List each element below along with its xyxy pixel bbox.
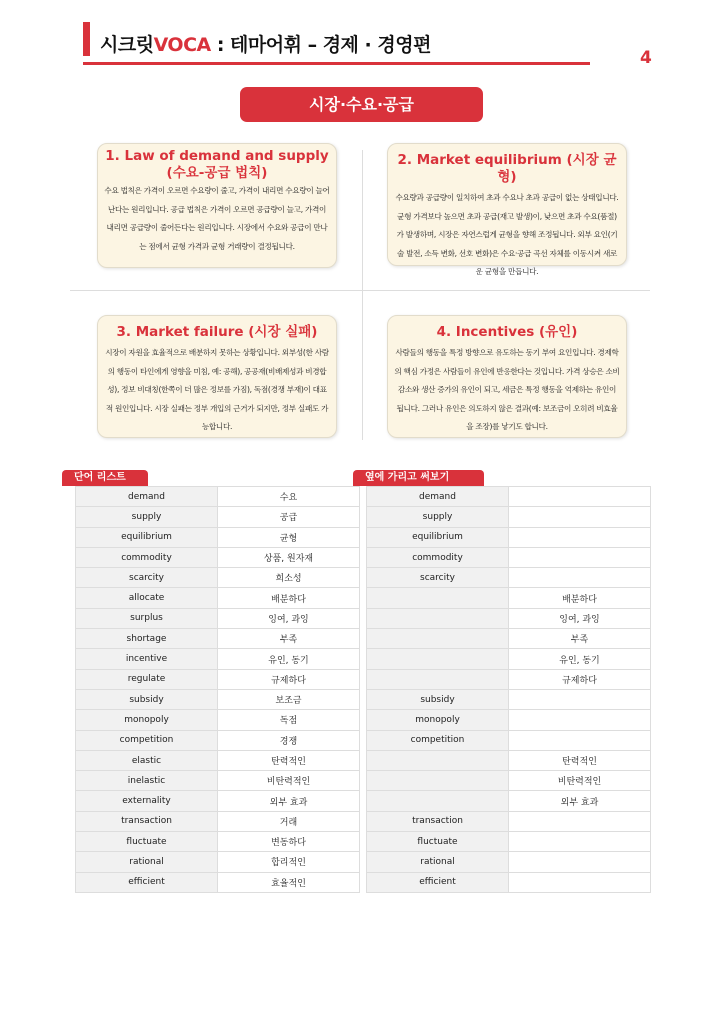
divider-horizontal	[70, 290, 650, 291]
table-row	[76, 730, 360, 750]
concept-title: 2. Market equilibrium (시장 균형)	[397, 152, 617, 185]
korean-meaning-cell	[509, 872, 651, 892]
english-word-cell: subsidy	[76, 689, 218, 709]
header-divider	[83, 62, 590, 65]
korean-meaning-cell: 배분하다	[509, 588, 651, 608]
divider-vertical	[362, 150, 363, 440]
korean-meaning-cell: 규제하다	[509, 669, 651, 689]
korean-meaning-cell: 합리적인	[218, 852, 360, 872]
english-word-cell: transaction	[76, 811, 218, 831]
concept-body: 수요 법칙은 가격이 오르면 수요량이 줄고, 가격이 내리면 수요량이 늘어난다는 원리입니다. 공급 법칙은 가격이 오르면 공급량이 늘고, 가격이 내리면 공급량이 줄어든다는 원리입니다. 시장에서 수요와 공급이 만나는 점에서 균형 가격과 균형 거래량이 결정됩니다.	[104, 186, 330, 251]
concept-title: 3. Market failure (시장 실패)	[116, 324, 318, 340]
english-word-cell: transaction	[367, 811, 509, 831]
concept-subtitle: (수요-공급 법칙)	[166, 165, 268, 181]
english-word-cell	[367, 588, 509, 608]
section-title: 시장·수요·공급	[240, 87, 483, 122]
korean-meaning-cell: 보조금	[218, 689, 360, 709]
korean-meaning-cell: 규제하다	[218, 669, 360, 689]
table-row	[76, 608, 360, 628]
korean-meaning-cell: 잉여, 과잉	[509, 608, 651, 628]
korean-meaning-cell	[509, 832, 651, 852]
page-title	[100, 30, 431, 57]
korean-meaning-cell: 희소성	[218, 568, 360, 588]
korean-meaning-cell	[509, 487, 651, 507]
english-word-cell: shortage	[76, 629, 218, 649]
table-row	[367, 487, 651, 507]
english-word-cell	[367, 791, 509, 811]
english-word-cell: supply	[76, 507, 218, 527]
english-word-cell: competition	[76, 730, 218, 750]
english-word-cell: efficient	[367, 872, 509, 892]
english-word-cell: fluctuate	[76, 832, 218, 852]
table-row	[76, 689, 360, 709]
title-brand: VOCA	[153, 34, 211, 56]
english-word-cell	[367, 608, 509, 628]
korean-meaning-cell: 비탄력적인	[218, 771, 360, 791]
korean-meaning-cell	[509, 852, 651, 872]
table-row	[367, 832, 651, 852]
table-row	[367, 791, 651, 811]
korean-meaning-cell: 비탄력적인	[509, 771, 651, 791]
table-row	[367, 507, 651, 527]
practice-list-label: 옆에 가리고 써보기	[353, 470, 484, 486]
table-row	[367, 588, 651, 608]
header-accent-bar	[83, 22, 90, 56]
english-word-cell: competition	[367, 730, 509, 750]
page-number: 4	[640, 48, 652, 68]
table-row	[367, 649, 651, 669]
korean-meaning-cell	[509, 710, 651, 730]
word-list-table	[75, 486, 360, 893]
english-word-cell	[367, 649, 509, 669]
table-row	[76, 629, 360, 649]
concept-card-2	[387, 143, 627, 276]
korean-meaning-cell: 수요	[218, 487, 360, 507]
english-word-cell: subsidy	[367, 689, 509, 709]
table-row	[76, 710, 360, 730]
concept-card-3	[97, 315, 337, 438]
title-prefix: 시크릿	[100, 34, 154, 56]
table-row	[76, 872, 360, 892]
english-word-cell: rational	[76, 852, 218, 872]
table-row	[76, 527, 360, 547]
concept-body: 사람들의 행동을 특정 방향으로 유도하는 동기 부여 요인입니다. 경제학의 핵심 가정은 사람들이 유인에 반응한다는 것입니다. 가격 상승은 소비 감소와 생산 증가의 유인이 되고, 세금은 특정 행동을 억제하는 유인이 됩니다. 그러나 유인은 의도하지 않은 결과(예: 보조금이 오히려 비효율을 조장)를 낳기도 합니다.	[394, 348, 620, 431]
table-row	[367, 547, 651, 567]
english-word-cell: scarcity	[76, 568, 218, 588]
concept-title: 1. Law of demand and supply	[105, 148, 329, 164]
korean-meaning-cell	[509, 547, 651, 567]
english-word-cell: efficient	[76, 872, 218, 892]
table-row	[367, 608, 651, 628]
english-word-cell	[367, 629, 509, 649]
english-word-cell	[367, 771, 509, 791]
korean-meaning-cell: 잉여, 과잉	[218, 608, 360, 628]
concept-card-1	[97, 143, 337, 268]
concept-title: 4. Incentives (유인)	[436, 324, 578, 340]
korean-meaning-cell	[509, 730, 651, 750]
concept-body: 수요량과 공급량이 일치하여 초과 수요나 초과 공급이 없는 상태입니다. 균형 가격보다 높으면 초과 공급(재고 발생)이, 낮으면 초과 수요(품절)가 발생하며, 시장은 자연스럽게 균형을 향해 조정됩니다. 외부 요인(기술 발전, 소득 변화, 선호 변화)은 수요·공급 곡선 자체를 이동시켜 새로운 균형을 만듭니다.	[395, 193, 619, 276]
table-row	[76, 649, 360, 669]
english-word-cell: scarcity	[367, 568, 509, 588]
table-row	[76, 669, 360, 689]
korean-meaning-cell: 공급	[218, 507, 360, 527]
table-row	[76, 588, 360, 608]
korean-meaning-cell	[509, 811, 651, 831]
english-word-cell: incentive	[76, 649, 218, 669]
title-suffix: : 테마어휘 – 경제 · 경영편	[210, 34, 431, 56]
english-word-cell: supply	[367, 507, 509, 527]
korean-meaning-cell: 외부 효과	[218, 791, 360, 811]
english-word-cell: equilibrium	[76, 527, 218, 547]
table-row	[367, 730, 651, 750]
practice-table	[366, 486, 651, 893]
table-row	[76, 568, 360, 588]
korean-meaning-cell: 외부 효과	[509, 791, 651, 811]
english-word-cell: demand	[367, 487, 509, 507]
korean-meaning-cell: 경쟁	[218, 730, 360, 750]
table-row	[76, 791, 360, 811]
korean-meaning-cell: 유인, 동기	[218, 649, 360, 669]
korean-meaning-cell	[509, 507, 651, 527]
table-row	[76, 811, 360, 831]
table-row	[76, 771, 360, 791]
english-word-cell: surplus	[76, 608, 218, 628]
korean-meaning-cell: 균형	[218, 527, 360, 547]
table-row	[76, 487, 360, 507]
table-row	[76, 852, 360, 872]
korean-meaning-cell: 탄력적인	[509, 750, 651, 770]
korean-meaning-cell: 상품, 원자재	[218, 547, 360, 567]
english-word-cell: allocate	[76, 588, 218, 608]
english-word-cell: monopoly	[76, 710, 218, 730]
table-row	[367, 872, 651, 892]
korean-meaning-cell: 배분하다	[218, 588, 360, 608]
table-row	[367, 689, 651, 709]
korean-meaning-cell: 탄력적인	[218, 750, 360, 770]
korean-meaning-cell: 부족	[218, 629, 360, 649]
table-row	[367, 669, 651, 689]
table-row	[367, 852, 651, 872]
english-word-cell: elastic	[76, 750, 218, 770]
english-word-cell	[367, 750, 509, 770]
table-row	[76, 547, 360, 567]
table-row	[76, 832, 360, 852]
english-word-cell: inelastic	[76, 771, 218, 791]
english-word-cell: regulate	[76, 669, 218, 689]
english-word-cell: externality	[76, 791, 218, 811]
korean-meaning-cell	[509, 527, 651, 547]
korean-meaning-cell	[509, 689, 651, 709]
english-word-cell: monopoly	[367, 710, 509, 730]
korean-meaning-cell: 거래	[218, 811, 360, 831]
table-row	[76, 750, 360, 770]
korean-meaning-cell: 유인, 동기	[509, 649, 651, 669]
english-word-cell: commodity	[367, 547, 509, 567]
concept-card-4	[387, 315, 627, 438]
korean-meaning-cell	[509, 568, 651, 588]
english-word-cell: fluctuate	[367, 832, 509, 852]
korean-meaning-cell: 변동하다	[218, 832, 360, 852]
table-row	[367, 710, 651, 730]
korean-meaning-cell: 독점	[218, 710, 360, 730]
table-row	[367, 527, 651, 547]
english-word-cell	[367, 669, 509, 689]
concept-body: 시장이 자원을 효율적으로 배분하지 못하는 상황입니다. 외부성(한 사람의 행동이 타인에게 영향을 미침, 예: 공해), 공공재(비배제성과 비경합성), 정보 비대칭(한쪽이 더 많은 정보를 가짐), 독점(경쟁 부재)이 대표적 원인입니다. 시장 실패는 정부 개입의 근거가 되지만, 정부 실패도 가능합니다.	[105, 348, 329, 431]
table-row	[367, 771, 651, 791]
table-row	[367, 629, 651, 649]
korean-meaning-cell: 부족	[509, 629, 651, 649]
korean-meaning-cell: 효율적인	[218, 872, 360, 892]
table-row	[367, 568, 651, 588]
table-row	[367, 750, 651, 770]
english-word-cell: equilibrium	[367, 527, 509, 547]
english-word-cell: demand	[76, 487, 218, 507]
word-list-label: 단어 리스트	[62, 470, 148, 486]
english-word-cell: commodity	[76, 547, 218, 567]
table-row	[367, 811, 651, 831]
table-row	[76, 507, 360, 527]
english-word-cell: rational	[367, 852, 509, 872]
